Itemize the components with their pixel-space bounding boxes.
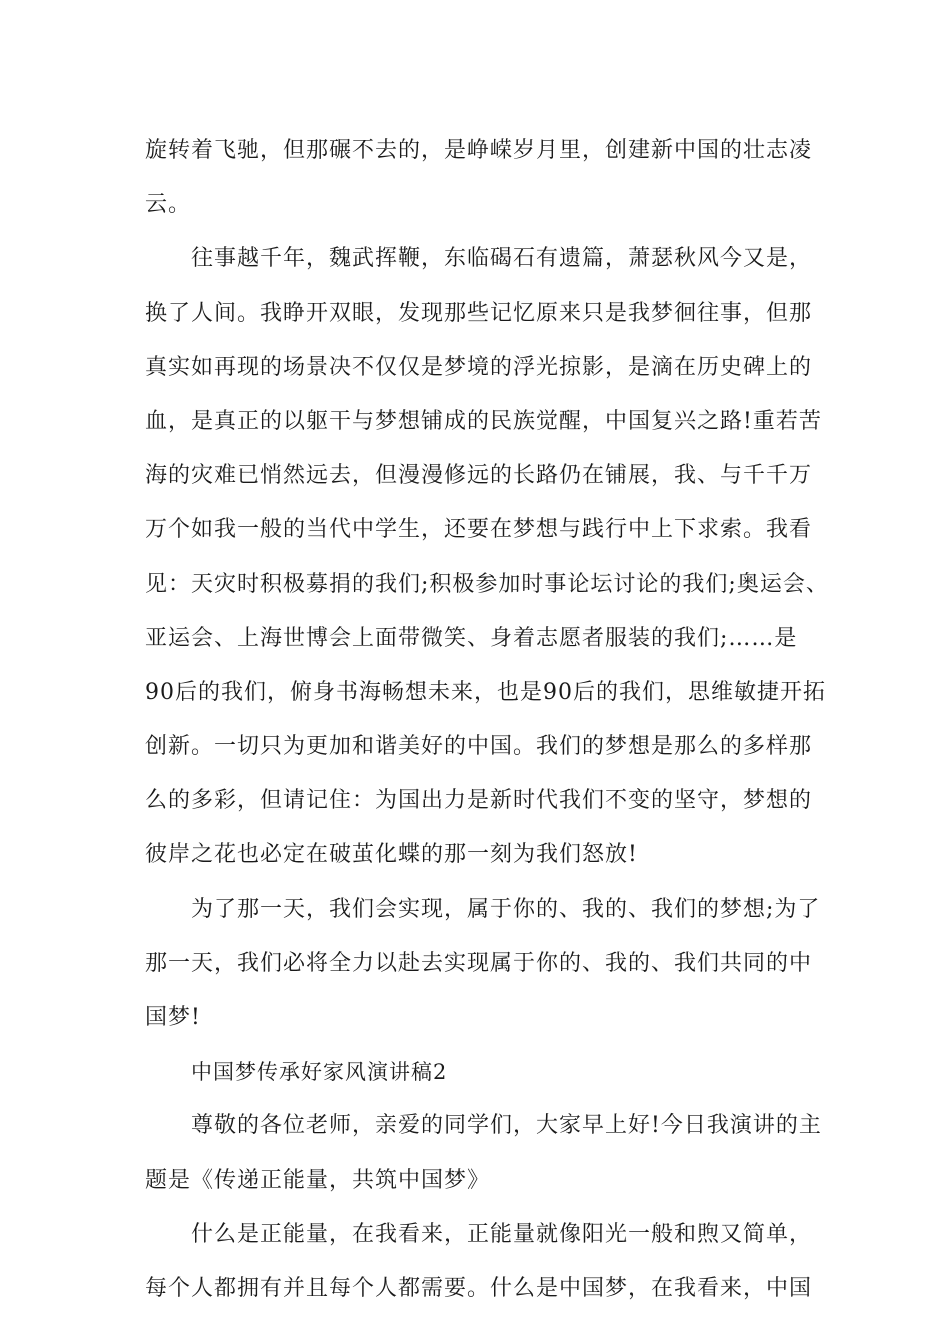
text-line: 那一天，我们必将全力以赴去实现属于你的、我的、我们共同的中 xyxy=(145,950,813,976)
text-line: 真实如再现的场景决不仅仅是梦境的浮光掠影，是滴在历史碑上的 xyxy=(145,354,813,380)
section-heading: 中国梦传承好家风演讲稿2 xyxy=(191,1060,448,1085)
text-line: 见：天灾时积极募捐的我们;积极参加时事论坛讨论的我们;奥运会、 xyxy=(145,571,829,597)
text-line: 创新。一切只为更加和谐美好的中国。我们的梦想是那么的多样那 xyxy=(145,734,813,760)
text-line: 么的多彩，但请记住：为国出力是新时代我们不变的坚守，梦想的 xyxy=(145,788,813,814)
paragraph-start: 什么是正能量，在我看来，正能量就像阳光一般和煦又简单， xyxy=(191,1221,813,1247)
text-line: 血，是真正的以躯干与梦想铺成的民族觉醒，中国复兴之路!重若苦 xyxy=(145,408,822,434)
text-line: 题是《传递正能量，共筑中国梦》 xyxy=(145,1167,491,1193)
text-line: 旋转着飞驰，但那碾不去的，是峥嵘岁月里，创建新中国的壮志凌 xyxy=(145,138,813,163)
text-line: 换了人间。我睁开双眼，发现那些记忆原来只是我梦徊往事，但那 xyxy=(145,300,813,326)
text-line: 彼岸之花也必定在破茧化蝶的那一刻为我们怒放! xyxy=(145,842,638,868)
text-line: 亚运会、上海世博会上面带微笑、身着志愿者服装的我们;……是 xyxy=(145,625,798,651)
paragraph-start: 为了那一天，我们会实现，属于你的、我的、我们的梦想;为了 xyxy=(191,896,821,922)
text-line: 90后的我们，俯身书海畅想未来，也是90后的我们，思维敏捷开拓 xyxy=(145,679,826,705)
paragraph-start: 尊敬的各位老师，亲爱的同学们，大家早上好!今日我演讲的主 xyxy=(191,1113,822,1139)
text-line: 每个人都拥有并且每个人都需要。什么是中国梦，在我看来，中国 xyxy=(145,1275,813,1301)
text-line: 万个如我一般的当代中学生，还要在梦想与践行中上下求索。我看 xyxy=(145,517,813,543)
text-line: 海的灾难已悄然远去，但漫漫修远的长路仍在铺展，我、与千千万 xyxy=(145,463,813,489)
text-line: 国梦! xyxy=(145,1005,201,1030)
document-page xyxy=(145,124,835,1316)
paragraph-start: 往事越千年，魏武挥鞭，东临碣石有遗篇，萧瑟秋风今又是， xyxy=(191,246,813,272)
text-line: 云。 xyxy=(145,192,192,218)
